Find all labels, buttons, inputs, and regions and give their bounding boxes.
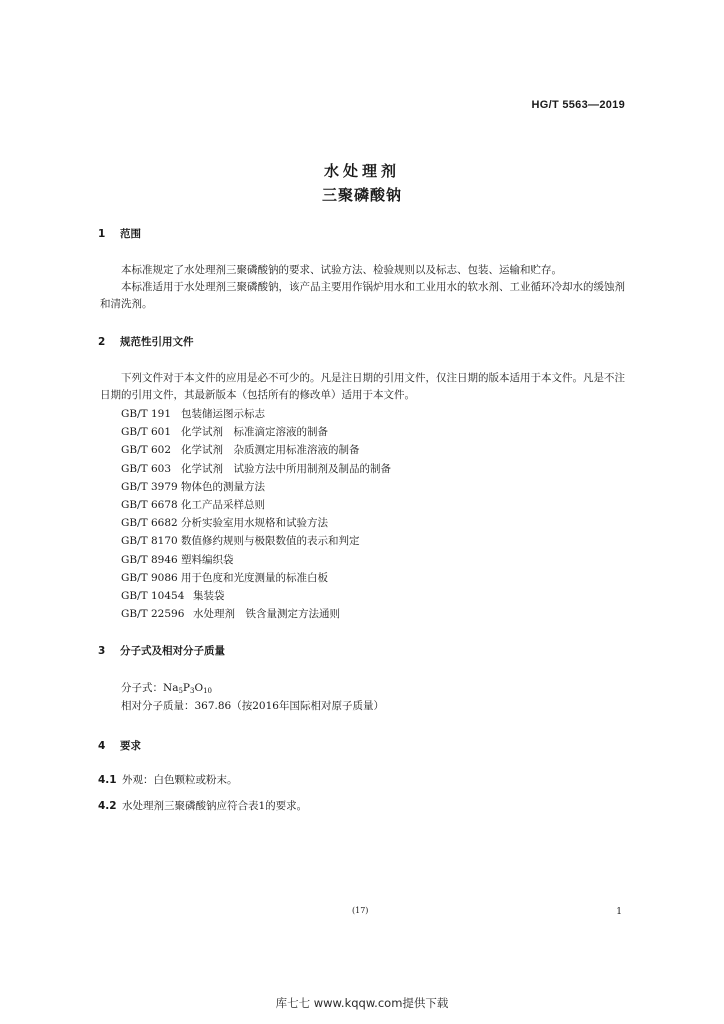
- clause-text: 水处理剂三聚磷酸钠应符合表1的要求。: [122, 800, 308, 812]
- section-title: 要求: [120, 740, 141, 752]
- reference-code: GB/T 603: [121, 462, 172, 475]
- reference-code: GB/T 8946: [121, 553, 178, 566]
- section-2-heading: [98, 334, 194, 349]
- title-line1: 水处理剂: [323, 162, 400, 180]
- clause-number: 4.2: [98, 800, 117, 812]
- reference-title: 包装储运图示标志: [181, 408, 265, 420]
- page-number: 1: [616, 907, 622, 917]
- section-number: 2: [98, 336, 106, 348]
- formula-na: Na: [163, 682, 179, 694]
- formula-p: P: [182, 682, 190, 694]
- reference-title: 集装袋: [193, 589, 225, 602]
- formula-o: O: [194, 682, 204, 694]
- reference-code: GB/T 10454: [121, 589, 185, 602]
- clause-4-2: [98, 798, 307, 813]
- formula-na-count: 5: [178, 687, 183, 695]
- standard-code: HG/T 5563—2019: [531, 99, 625, 111]
- reference-list: [121, 405, 391, 623]
- reference-item: [121, 514, 391, 532]
- section-3-heading: [98, 643, 225, 658]
- reference-code: GB/T 191: [121, 408, 172, 420]
- formula-p-count: 3: [190, 687, 195, 695]
- section-number: 3: [98, 645, 106, 657]
- reference-item: [121, 460, 391, 478]
- reference-code: GB/T 601: [121, 426, 172, 439]
- section-number: 1: [98, 228, 106, 240]
- page-number-center: (17): [352, 906, 369, 915]
- reference-item: [121, 441, 391, 459]
- clause-text: 外观：白色颗粒或粉末。: [122, 774, 238, 786]
- reference-code: GB/T 22596: [121, 608, 185, 621]
- section-title: 范围: [120, 228, 141, 240]
- reference-code: GB/T 9086: [121, 571, 178, 584]
- molecular-formula: [121, 680, 212, 695]
- reference-title: 化学试剂 杂质测定用标准溶液的制备: [181, 444, 360, 457]
- reference-title: 物体色的测量方法: [181, 480, 265, 493]
- reference-item: [121, 423, 391, 441]
- section-number: 4: [98, 740, 106, 752]
- reference-code: GB/T 3979: [121, 480, 178, 493]
- reference-title: 用于色度和光度测量的标准白板: [181, 571, 328, 584]
- formula-o-count: 10: [203, 687, 212, 695]
- reference-item: [121, 587, 391, 605]
- reference-item: [121, 551, 391, 569]
- section-1-heading: [98, 226, 141, 241]
- reference-item: [121, 605, 391, 623]
- reference-code: GB/T 6682: [121, 517, 178, 530]
- section-4-heading: [98, 738, 141, 753]
- reference-title: 化学试剂 标准滴定溶液的制备: [181, 426, 328, 439]
- formula-label: 分子式：: [121, 682, 163, 694]
- reference-item: [121, 532, 391, 550]
- section-title: 分子式及相对分子质量: [120, 645, 225, 657]
- section-title: 规范性引用文件: [120, 336, 194, 348]
- reference-item: [121, 496, 391, 514]
- reference-code: GB/T 8170: [121, 535, 178, 548]
- clause-4-1: [98, 772, 238, 787]
- reference-title: 塑料编织袋: [181, 553, 234, 566]
- clause-number: 4.1: [98, 774, 117, 786]
- reference-code: GB/T 6678: [121, 498, 178, 511]
- section-2-intro: 下列文件对于本文件的应用是必不可少的。凡是注日期的引用文件，仅注日期的版本适用于本文件。凡是不注日期的引用文件，其最新版本（包括所有的修改单）适用于本文件。: [100, 372, 625, 401]
- reference-title: 数值修约规则与极限数值的表示和判定: [181, 535, 360, 548]
- reference-title: 水处理剂 铁含量测定方法通则: [193, 608, 340, 621]
- reference-item: [121, 405, 391, 423]
- title-line2: 三聚磷酸钠: [321, 186, 402, 204]
- reference-title: 化学试剂 试验方法中所用制剂及制品的制备: [181, 462, 391, 475]
- section-1-para1: 本标准规定了水处理剂三聚磷酸钠的要求、试验方法、检验规则以及标志、包装、运输和贮存。: [121, 264, 562, 276]
- reference-item: [121, 478, 391, 496]
- molecular-mass: 相对分子质量：367.86（按2016年国际相对原子质量）: [121, 700, 384, 712]
- watermark-text: 库七七 www.kqqw.com提供下载: [275, 996, 449, 1010]
- reference-title: 化工产品采样总则: [181, 498, 265, 511]
- section-1-para2: 本标准适用于水处理剂三聚磷酸钠，该产品主要用作锅炉用水和工业用水的软水剂、工业循环冷却水的缓蚀剂和清洗剂。: [100, 281, 625, 310]
- reference-item: [121, 569, 391, 587]
- reference-title: 分析实验室用水规格和试验方法: [181, 517, 328, 530]
- reference-code: GB/T 602: [121, 444, 172, 457]
